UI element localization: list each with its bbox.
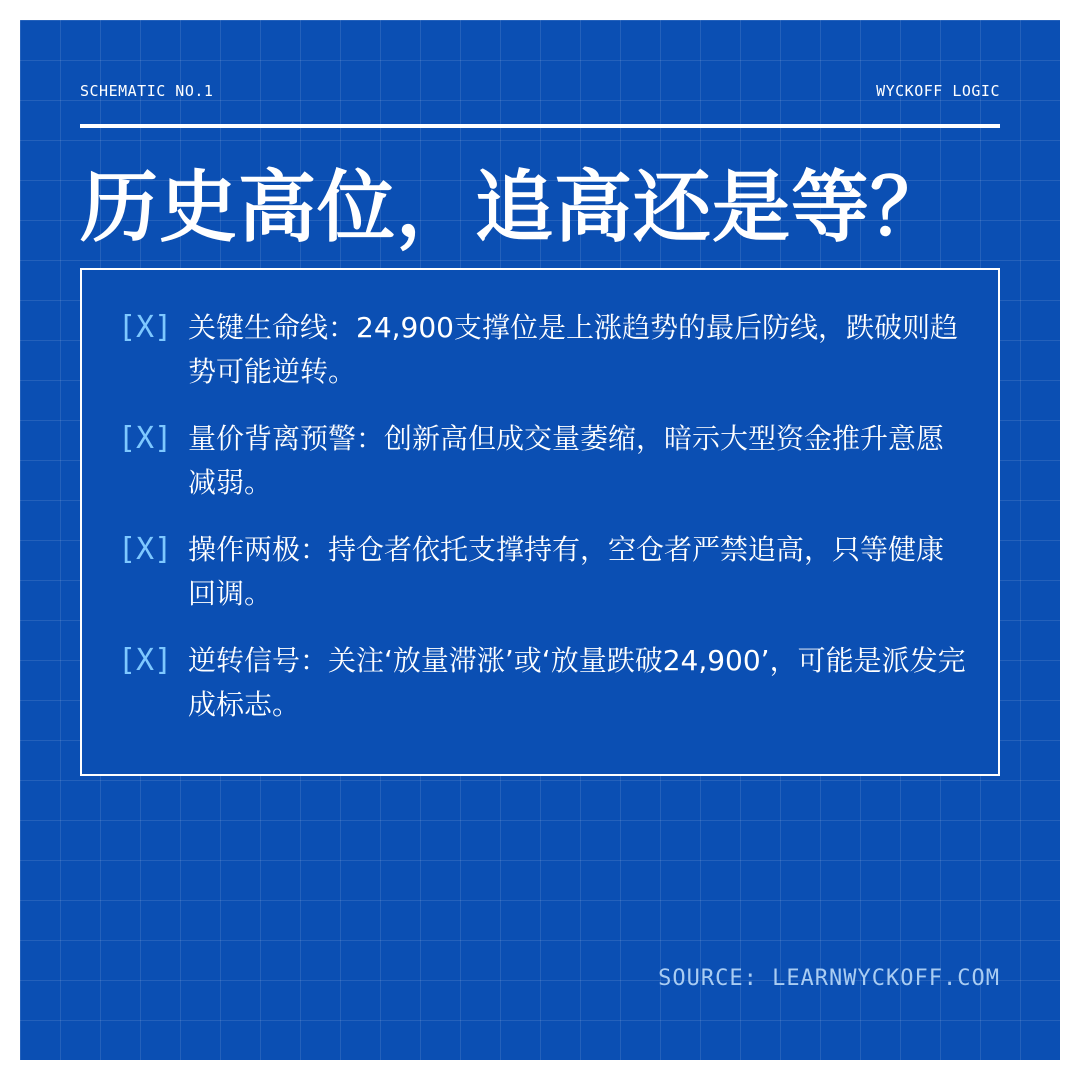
header-bar [80, 82, 1000, 102]
checkbox-marker: [X] [118, 532, 173, 567]
poster-frame [20, 20, 1060, 1060]
checkbox-marker: [X] [118, 643, 173, 678]
points-panel [80, 268, 1000, 776]
checkbox-marker: [X] [118, 421, 173, 456]
schematic-label: SCHEMATIC NO.1 [80, 82, 214, 100]
list-item-text: 逆转信号：关注‘放量滞涨’或‘放量跌破24,900’，可能是派发完成标志。 [188, 644, 966, 721]
list-item-text: 关键生命线：24,900支撑位是上涨趋势的最后防线，跌破则趋势可能逆转。 [188, 311, 958, 388]
page-title: 历史高位，追高还是等？ [80, 163, 950, 253]
header-divider [80, 124, 1000, 128]
list-item-text: 操作两极：持仓者依托支撑持有，空仓者严禁追高，只等健康回调。 [188, 533, 945, 610]
checkbox-marker: [X] [118, 310, 173, 345]
brand-label: WYCKOFF LOGIC [876, 82, 1000, 100]
source-credit: SOURCE: LEARNWYCKOFF.COM [658, 966, 1000, 991]
list-item-text: 量价背离预警：创新高但成交量萎缩，暗示大型资金推升意愿减弱。 [188, 422, 945, 499]
